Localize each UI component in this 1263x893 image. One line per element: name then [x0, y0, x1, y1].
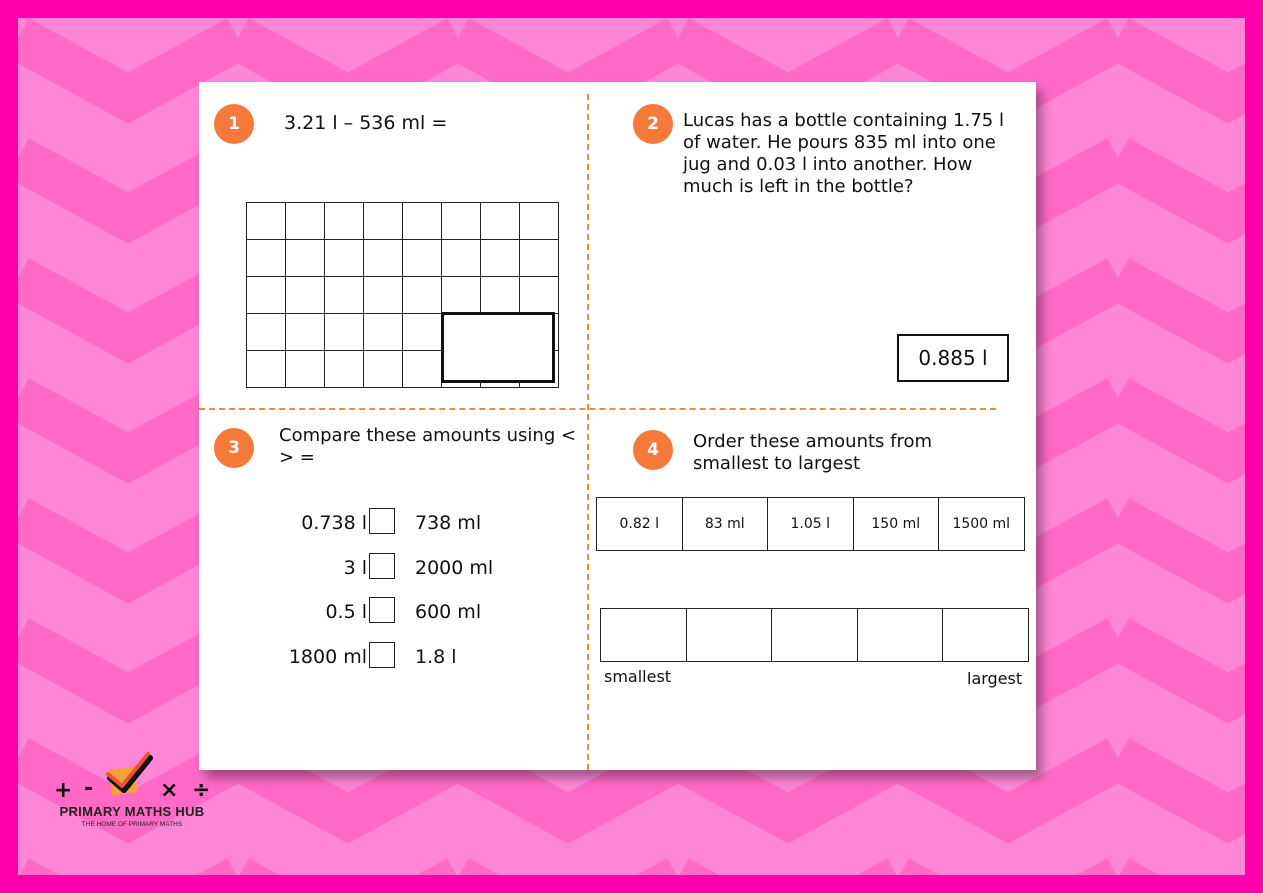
question-4-badge: 4: [633, 430, 673, 470]
ordering-answer-cell[interactable]: [687, 609, 773, 662]
ordering-answer-table: [600, 608, 1029, 662]
grid-cell[interactable]: [403, 314, 442, 351]
smallest-label: smallest: [604, 667, 672, 686]
compare-answer-box[interactable]: [369, 597, 395, 623]
question-1-text: 3.21 l – 536 ml =: [284, 112, 448, 134]
compare-right-value: 738 ml: [415, 512, 482, 534]
grid-cell[interactable]: [364, 351, 403, 388]
grid-cell[interactable]: [325, 314, 364, 351]
grid-cell[interactable]: [286, 351, 325, 388]
compare-left-value: 3 l: [343, 557, 367, 579]
compare-right-value: 600 ml: [415, 601, 482, 623]
logo-subtitle: THE HOME OF PRIMARY MATHS: [81, 821, 183, 828]
grid-cell[interactable]: [286, 277, 325, 314]
compare-row: [239, 553, 559, 583]
grid-cell[interactable]: [364, 240, 403, 277]
grid-cell[interactable]: [286, 240, 325, 277]
amount-cell: 1500 ml: [939, 498, 1025, 551]
question-4-text: Order these amounts from smallest to largest: [693, 431, 933, 474]
question-3-badge: 3: [214, 428, 254, 468]
svg-text:-: -: [84, 776, 94, 801]
grid-cell[interactable]: [520, 203, 559, 240]
compare-row: [239, 642, 559, 672]
grid-cell[interactable]: [364, 314, 403, 351]
compare-row: [239, 508, 559, 538]
ordering-answer-cell[interactable]: [858, 609, 944, 662]
ordering-answer-cell[interactable]: [601, 609, 687, 662]
amount-cell: 83 ml: [683, 498, 769, 551]
amount-cell: 1.05 l: [768, 498, 854, 551]
grid-cell[interactable]: [364, 203, 403, 240]
question-1-answer-box[interactable]: [441, 312, 555, 383]
grid-cell[interactable]: [325, 203, 364, 240]
compare-row: [239, 597, 559, 627]
question-3-text: Compare these amounts using < > =: [279, 425, 577, 468]
grid-cell[interactable]: [247, 240, 286, 277]
svg-text:+: +: [54, 778, 73, 803]
grid-cell[interactable]: [520, 277, 559, 314]
grid-cell[interactable]: [481, 277, 520, 314]
compare-left-value: 0.5 l: [325, 601, 367, 623]
grid-cell[interactable]: [247, 203, 286, 240]
grid-cell[interactable]: [247, 277, 286, 314]
largest-label: largest: [967, 669, 1023, 688]
question-2-answer-box[interactable]: 0.885 l: [897, 334, 1009, 382]
compare-left-value: 0.738 l: [301, 512, 367, 534]
compare-right-value: 1.8 l: [415, 646, 457, 668]
compare-answer-box[interactable]: [369, 508, 395, 534]
svg-text:÷: ÷: [192, 778, 211, 803]
logo-title: PRIMARY MATHS HUB: [59, 804, 205, 819]
grid-cell[interactable]: [247, 351, 286, 388]
horizontal-divider: [199, 408, 996, 410]
grid-cell[interactable]: [325, 351, 364, 388]
grid-cell[interactable]: [442, 277, 481, 314]
amount-cell: 150 ml: [854, 498, 940, 551]
logo-symbols-icon: [42, 752, 222, 804]
ordering-answer-cell[interactable]: [772, 609, 858, 662]
compare-right-value: 2000 ml: [415, 557, 494, 579]
grid-cell[interactable]: [442, 240, 481, 277]
grid-cell[interactable]: [247, 314, 286, 351]
vertical-divider: [587, 94, 589, 770]
grid-cell[interactable]: [325, 240, 364, 277]
question-2-badge: 2: [633, 104, 673, 144]
grid-cell[interactable]: [520, 240, 559, 277]
ordering-answer-cell[interactable]: [943, 609, 1029, 662]
grid-cell[interactable]: [364, 277, 403, 314]
grid-cell[interactable]: [481, 203, 520, 240]
compare-answer-box[interactable]: [369, 642, 395, 668]
compare-left-value: 1800 ml: [288, 646, 367, 668]
grid-cell[interactable]: [286, 314, 325, 351]
compare-answer-box[interactable]: [369, 553, 395, 579]
worksheet-card: [199, 82, 1036, 770]
grid-cell[interactable]: [403, 351, 442, 388]
grid-cell[interactable]: [325, 277, 364, 314]
grid-cell[interactable]: [403, 203, 442, 240]
amount-cell: 0.82 l: [597, 498, 683, 551]
primary-maths-hub-logo: [42, 752, 222, 832]
grid-cell[interactable]: [442, 203, 481, 240]
grid-cell[interactable]: [286, 203, 325, 240]
grid-cell[interactable]: [403, 240, 442, 277]
amounts-table: [596, 497, 1025, 551]
question-1-badge: 1: [214, 104, 254, 144]
grid-cell[interactable]: [403, 277, 442, 314]
question-2-text: Lucas has a bottle containing 1.75 l of water. He pours 835 ml into one jug and 0.03 l into another. How much is left in the bottle?: [683, 110, 1004, 197]
grid-cell[interactable]: [481, 240, 520, 277]
svg-text:×: ×: [160, 778, 179, 803]
